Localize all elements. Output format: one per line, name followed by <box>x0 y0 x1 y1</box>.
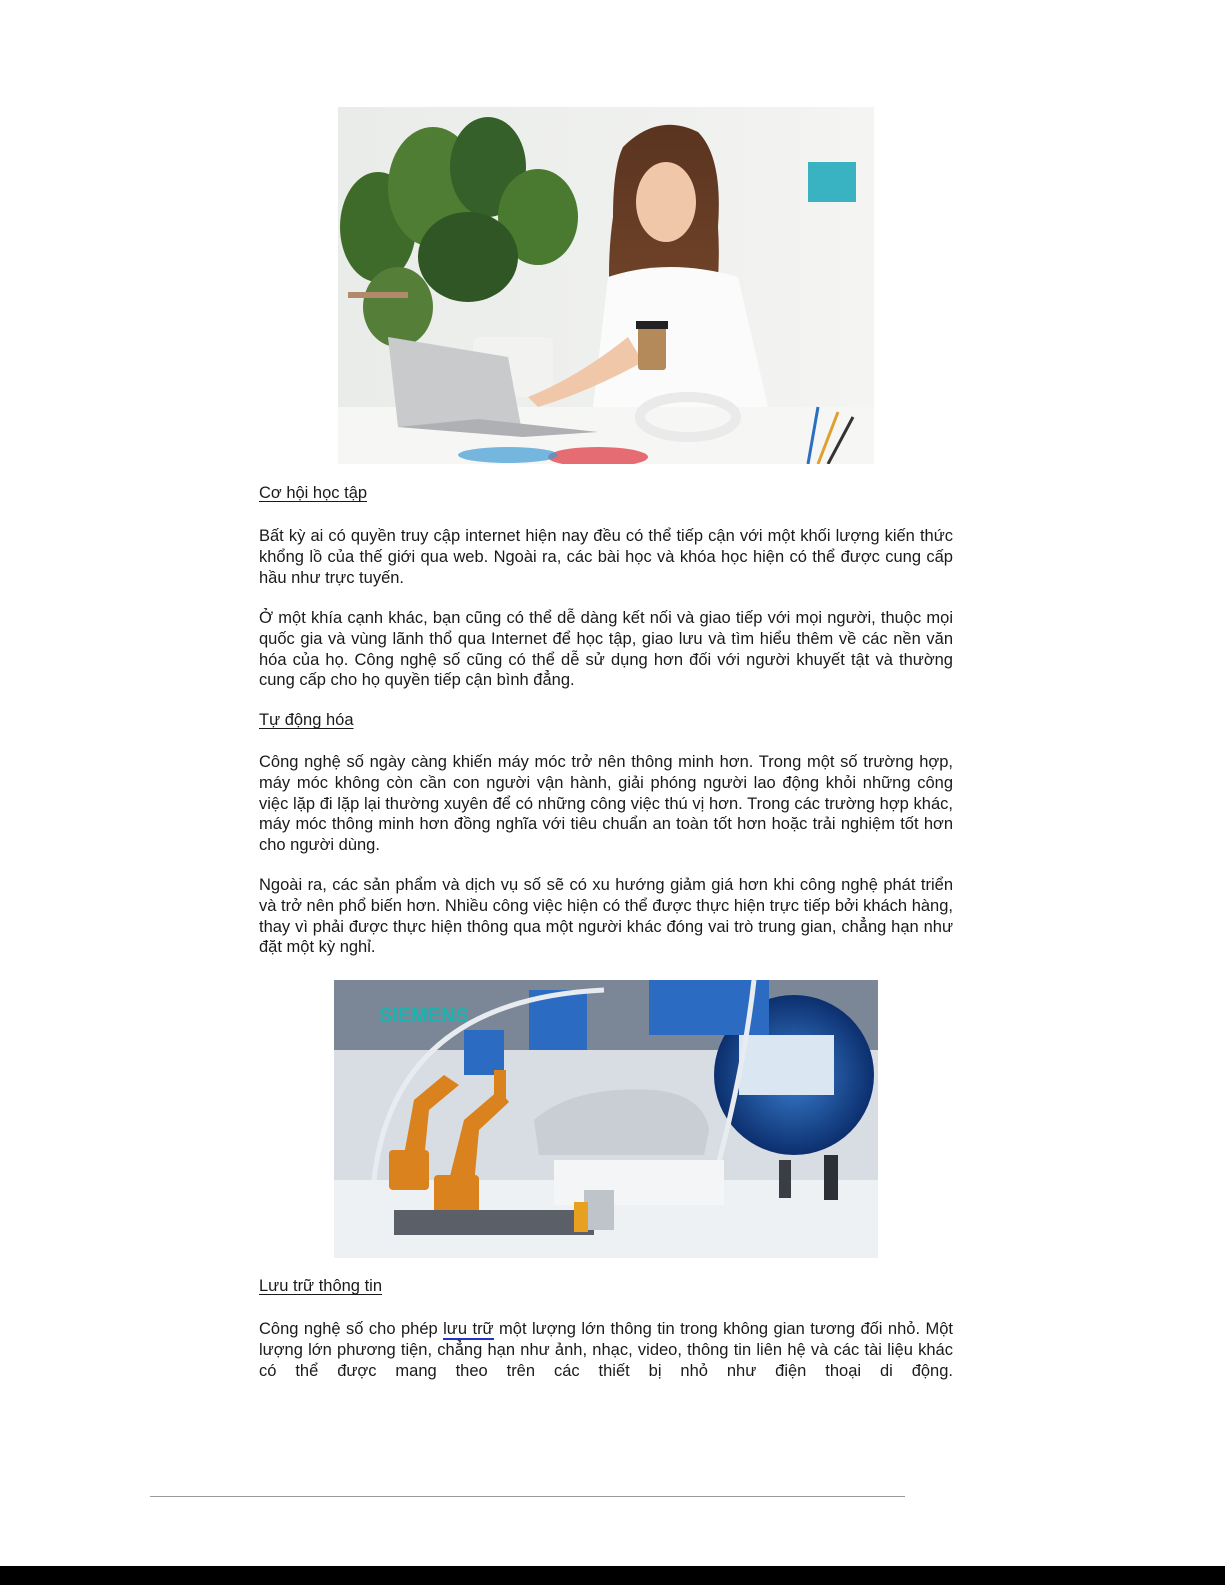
paragraph-automation-2: Ngoài ra, các sản phẩm và dịch vụ số sẽ có xu hướng giảm giá hơn khi công nghệ phát triển và trở nên phổ biến hơn. Nhiều công việc hiện có thể được thực hiện trực tiếp bởi khách hàng, thay vì phải được thực hiện thông qua một người khác đóng vai trò trung gian, chẳng hạn như đặt một kỳ nghỉ. <box>259 876 953 957</box>
siemens-sign: SIEMENS <box>379 1005 470 1027</box>
section-heading-automation: Tự động hóa <box>259 711 354 729</box>
paragraph-storage-text-after: một lượng lớn thông tin trong không gian tương đối nhỏ. Một lượng lớn phương tiện, chẳng hạn như ảnh, nhạc, video, thông tin liên hệ và các tài liệu khác có thể được mang theo trên các thiết bị nhỏ như điện thoại di động. <box>259 1320 953 1380</box>
photo-robot-factory <box>334 980 878 1258</box>
storage-link[interactable]: lưu trữ <box>443 1320 494 1338</box>
section-heading-storage: Lưu trữ thông tin <box>259 1277 382 1295</box>
paragraph-learning-2: Ở một khía cạnh khác, bạn cũng có thể dễ dàng kết nối và giao tiếp với mọi người, thuộc mọi quốc gia và vùng lãnh thổ qua Internet để học tập, giao lưu và tìm hiểu thêm về các nền văn hóa của họ. Công nghệ số cũng có thể dễ sử dụng hơn đối với người khuyết tật và thường cung cấp cho họ quyền tiếp cận bình đẳng. <box>259 609 953 690</box>
footer-divider <box>150 1496 905 1497</box>
paragraph-storage-1 <box>259 1319 953 1381</box>
bottom-edge-bar <box>0 1566 1225 1585</box>
section-heading-learning: Cơ hội học tập <box>259 484 368 502</box>
photo-robot-factory-drawing <box>334 980 878 1258</box>
paragraph-storage-text-before: Công nghệ số cho phép <box>259 1320 444 1338</box>
photo-woman-laptop-drawing <box>338 107 874 464</box>
paragraph-learning-1: Bất kỳ ai có quyền truy cập internet hiện nay đều có thể tiếp cận với một khối lượng kiến thức khổng lồ của thế giới qua web. Ngoài ra, các bài học và khóa học hiện có thể được cung cấp hầu như trực tuyến. <box>259 527 953 587</box>
paragraph-automation-1: Công nghệ số ngày càng khiến máy móc trở nên thông minh hơn. Trong một số trường hợp, máy móc không còn cần con người vận hành, giải phóng người lao động khỏi những công việc lặp đi lặp lại thường xuyên để có những công việc thú vị hơn. Trong các trường hợp khác, máy móc thông minh hơn đồng nghĩa với tiêu chuẩn an toàn tốt hơn hoặc trải nghiệm tốt hơn cho người dùng. <box>259 753 953 855</box>
photo-woman-laptop <box>338 107 874 464</box>
